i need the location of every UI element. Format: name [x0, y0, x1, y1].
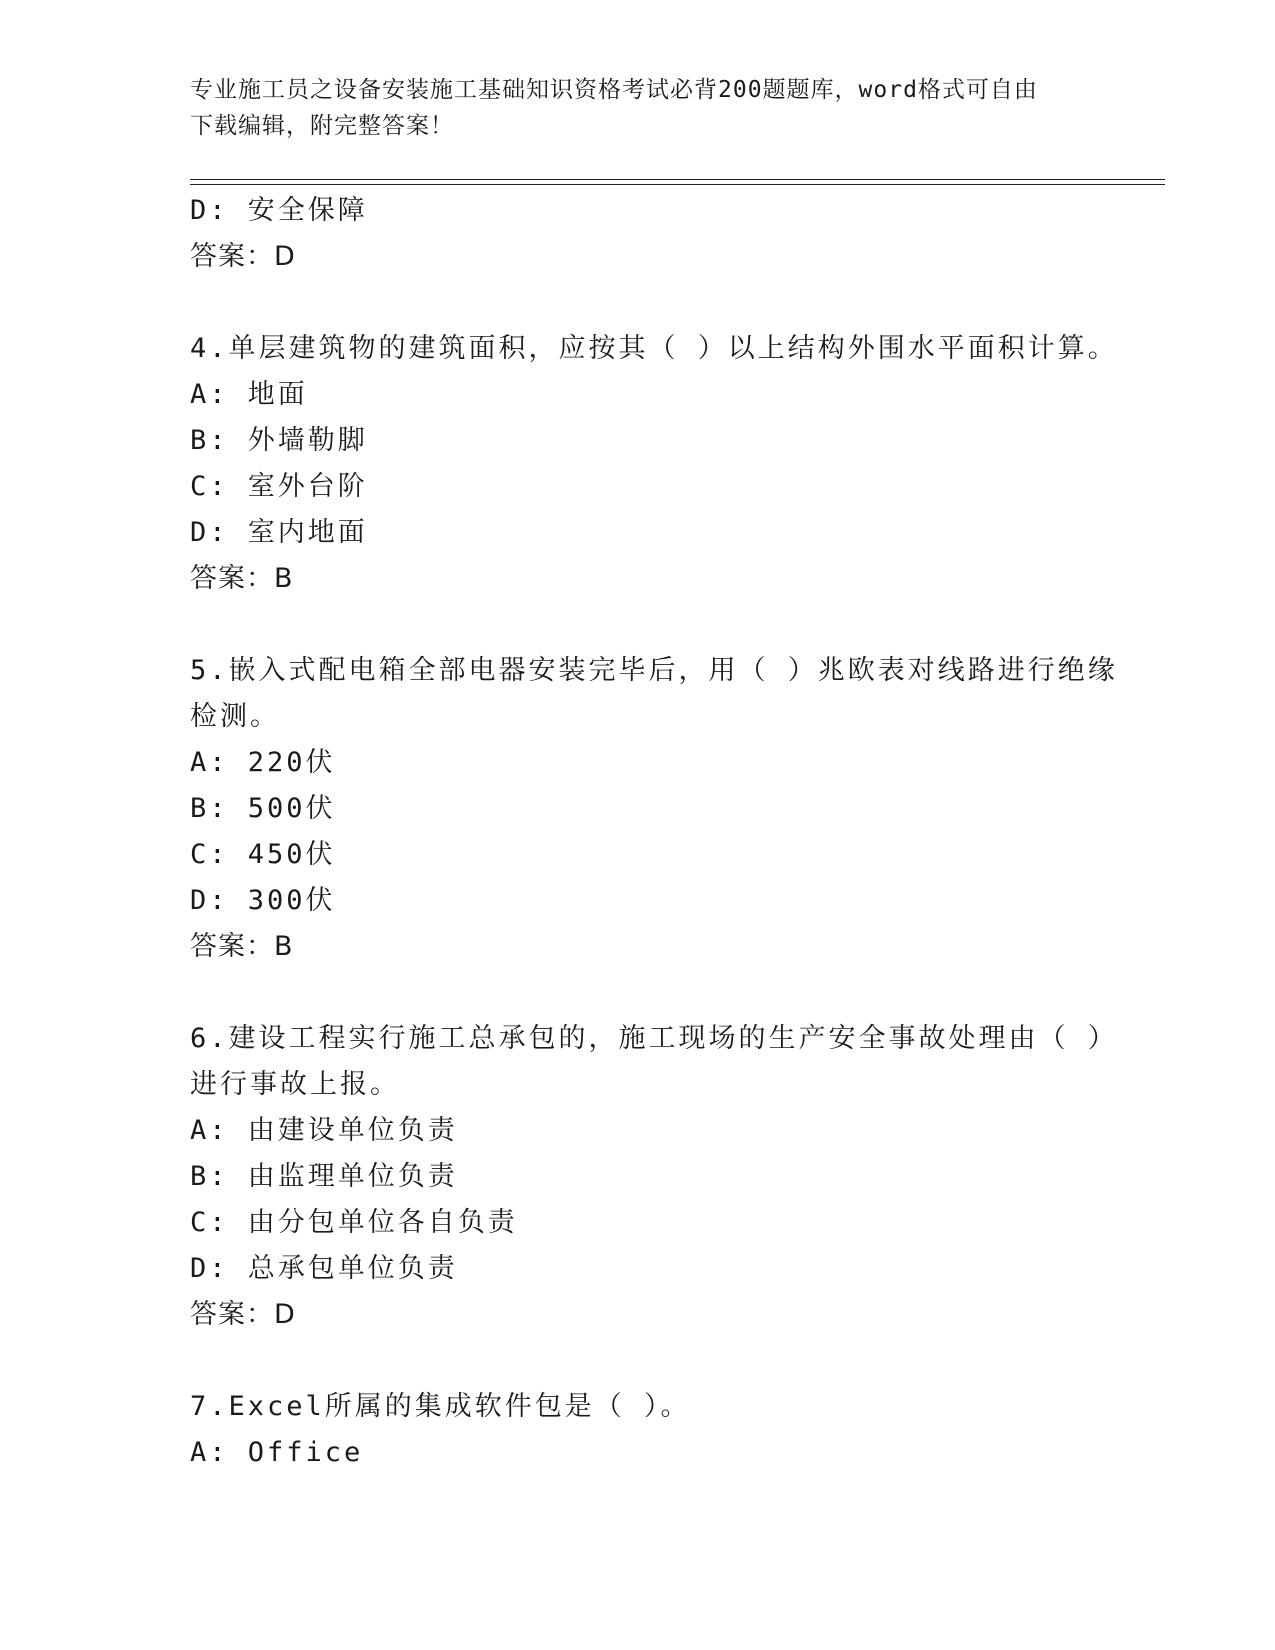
question-stem-line2: 进行事故上报。	[190, 1069, 400, 1100]
question-stem: 7.Excel所属的集成软件包是（ ）。	[190, 1391, 691, 1422]
question-option-d: D: 室内地面	[190, 517, 368, 548]
question-option-d: D: 300伏	[190, 885, 336, 916]
question-option-a: A: 地面	[190, 379, 308, 410]
question-stem-line2: 检测。	[190, 701, 280, 732]
question-5	[190, 648, 1118, 970]
header-title-line2: 下载编辑，附完整答案！	[190, 113, 454, 139]
question-answer: 答案：D	[190, 1299, 296, 1330]
spacer	[190, 1338, 1090, 1384]
question-6	[190, 1016, 1118, 1338]
question-answer: 答案：B	[190, 563, 294, 594]
question-option-a: A: 220伏	[190, 747, 336, 778]
prev-question-option-d: D: 安全保障	[190, 195, 368, 226]
prev-question-answer: 答案：D	[190, 241, 296, 272]
document-header	[190, 72, 1090, 144]
header-divider-top	[190, 179, 1165, 180]
question-stem-line1: 5.嵌入式配电箱全部电器安装完毕后，用（ ）兆欧表对线路进行绝缘	[190, 655, 1118, 686]
spacer	[190, 602, 1090, 648]
header-divider-bottom	[190, 184, 1165, 185]
question-7	[190, 1384, 1090, 1476]
question-stem-line1: 6.建设工程实行施工总承包的，施工现场的生产安全事故处理由（ ）	[190, 1023, 1118, 1054]
question-option-b: B: 外墙勒脚	[190, 425, 368, 456]
question-option-b: B: 由监理单位负责	[190, 1161, 458, 1192]
question-option-c: C: 室外台阶	[190, 471, 368, 502]
question-list	[190, 188, 1118, 1476]
spacer	[190, 970, 1090, 1016]
question-4	[190, 326, 1118, 602]
question-stem: 4.单层建筑物的建筑面积，应按其（ ）以上结构外围水平面积计算。	[190, 333, 1118, 364]
question-option-d: D: 总承包单位负责	[190, 1253, 458, 1284]
header-title-line1: 专业施工员之设备安装施工基础知识资格考试必背200题题库，word格式可自由	[190, 77, 1038, 103]
question-option-a: A: 由建设单位负责	[190, 1115, 458, 1146]
question-option-c: C: 由分包单位各自负责	[190, 1207, 518, 1238]
question-answer: 答案：B	[190, 931, 294, 962]
spacer	[190, 280, 1090, 326]
question-option-b: B: 500伏	[190, 793, 336, 824]
question-option-c: C: 450伏	[190, 839, 336, 870]
question-option-a: A: Office	[190, 1437, 364, 1468]
